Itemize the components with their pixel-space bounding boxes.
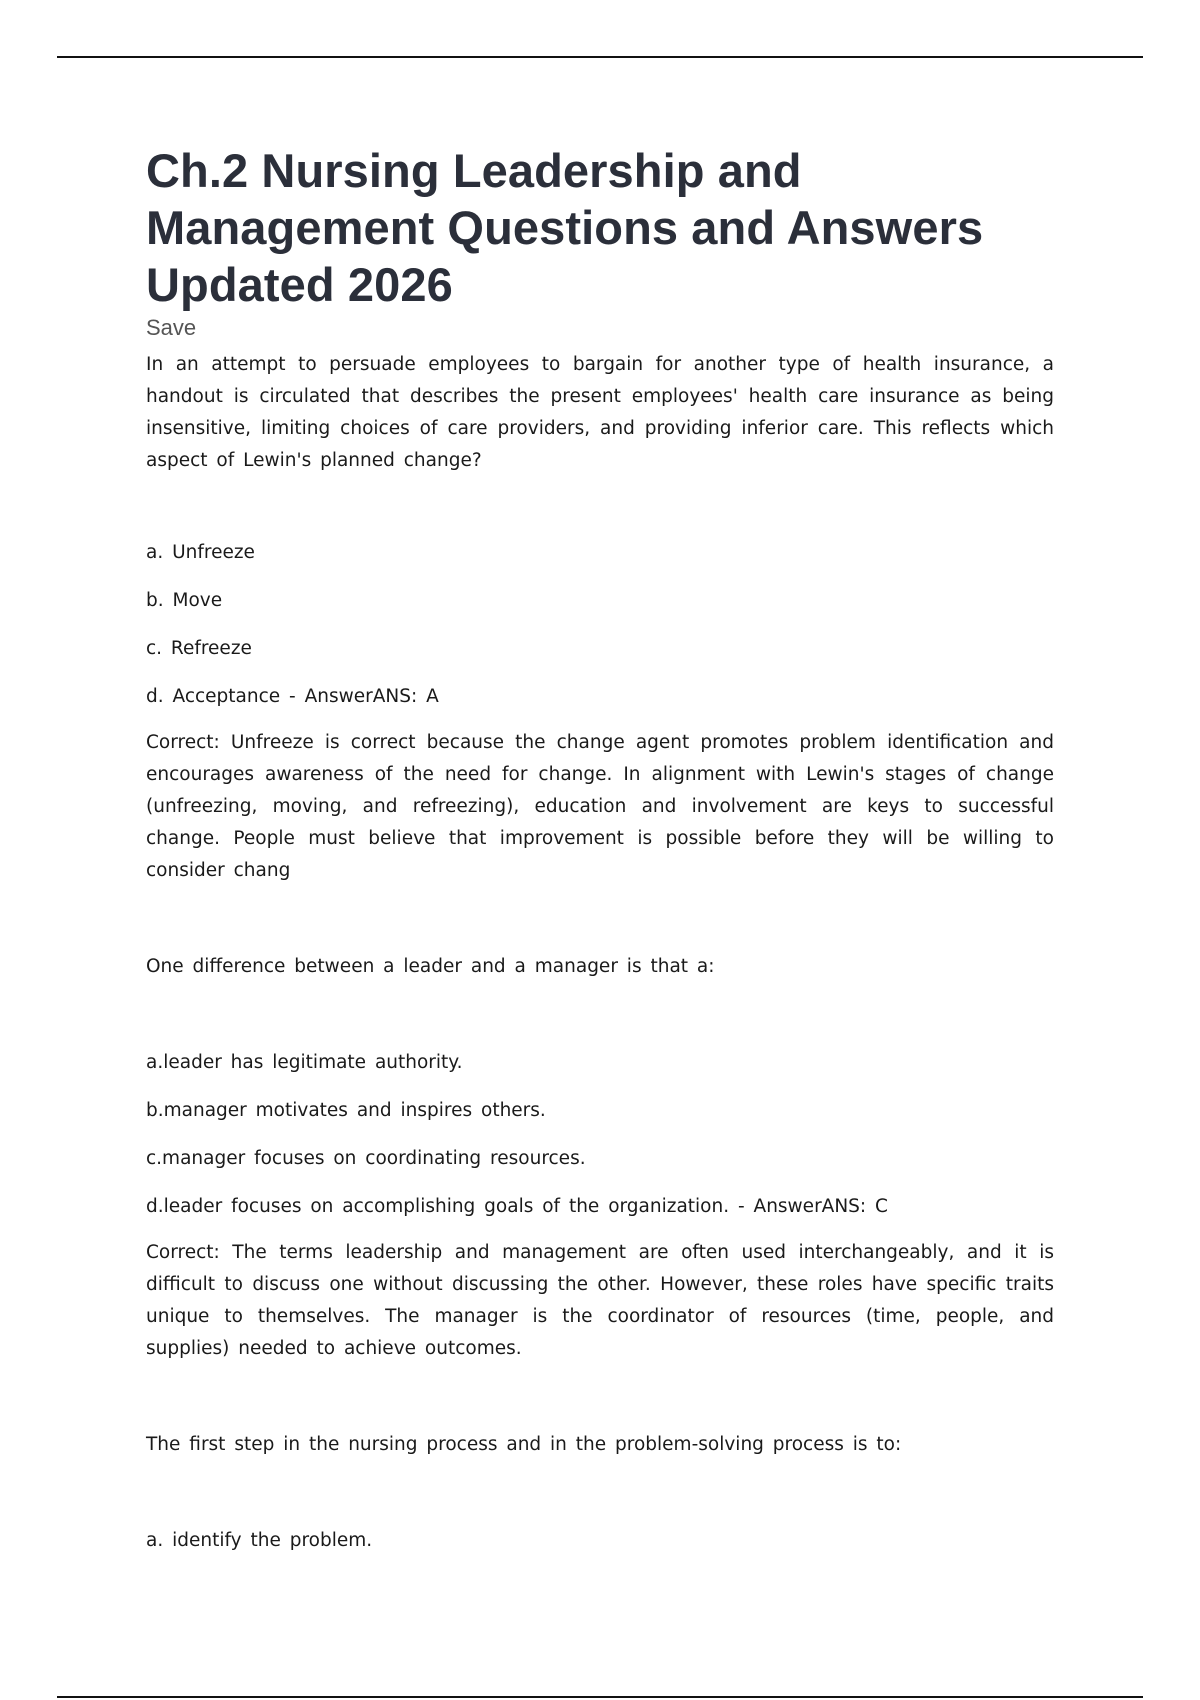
- answer-option-c: c. Refreeze: [146, 638, 252, 659]
- answer-option-a: a. Unfreeze: [146, 542, 255, 563]
- document-title: Ch.2 Nursing Leadership and Management Questions and Answers Updated 2026: [146, 144, 984, 311]
- answer-option-c: c.manager focuses on coordinating resources.: [146, 1148, 586, 1169]
- save-button[interactable]: Save: [146, 315, 197, 340]
- top-rule: [57, 56, 1143, 58]
- question-prompt: The first step in the nursing process and in the problem-solving process is to:: [146, 1434, 902, 1455]
- question-2: [146, 951, 1054, 1365]
- answer-option-b: b.manager motivates and inspires others.: [146, 1100, 546, 1121]
- answer-rationale: Correct: The terms leadership and management are often used interchangeably, and it is difficult to discuss one without discussing the other. However, these roles have specific traits unique to themselves. The manager is the coordinator of resources (time, people, and supplies) needed to achieve outcomes.: [146, 1242, 1054, 1359]
- answer-option-a: a. identify the problem.: [146, 1530, 373, 1551]
- answer-option-b: b. Move: [146, 590, 223, 611]
- bottom-rule: [57, 1696, 1143, 1698]
- question-1: [146, 349, 1054, 887]
- question-prompt: In an attempt to persuade employees to bargain for another type of health insurance, a handout is circulated that describes the present employees' health care insurance as being insensitive, limiting choices of care providers, and providing inferior care. This reflects which aspect of Lewin's planned change?: [146, 354, 1054, 471]
- answer-option-a: a.leader has legitimate authority.: [146, 1052, 463, 1073]
- question-prompt: One difference between a leader and a manager is that a:: [146, 956, 715, 977]
- document-body: [146, 142, 1054, 1557]
- question-3: [146, 1429, 1054, 1557]
- answer-option-d: d. Acceptance - AnswerANS: A: [146, 686, 439, 707]
- answer-rationale: Correct: Unfreeze is correct because the change agent promotes problem identification and encourages awareness of the need for change. In alignment with Lewin's stages of change (unfreezing, moving, and refreezing), education and involvement are keys to successful change. People must believe that improvement is possible before they will be willing to consider chang: [146, 732, 1054, 881]
- answer-option-d: d.leader focuses on accomplishing goals of the organization. - AnswerANS: C: [146, 1196, 888, 1217]
